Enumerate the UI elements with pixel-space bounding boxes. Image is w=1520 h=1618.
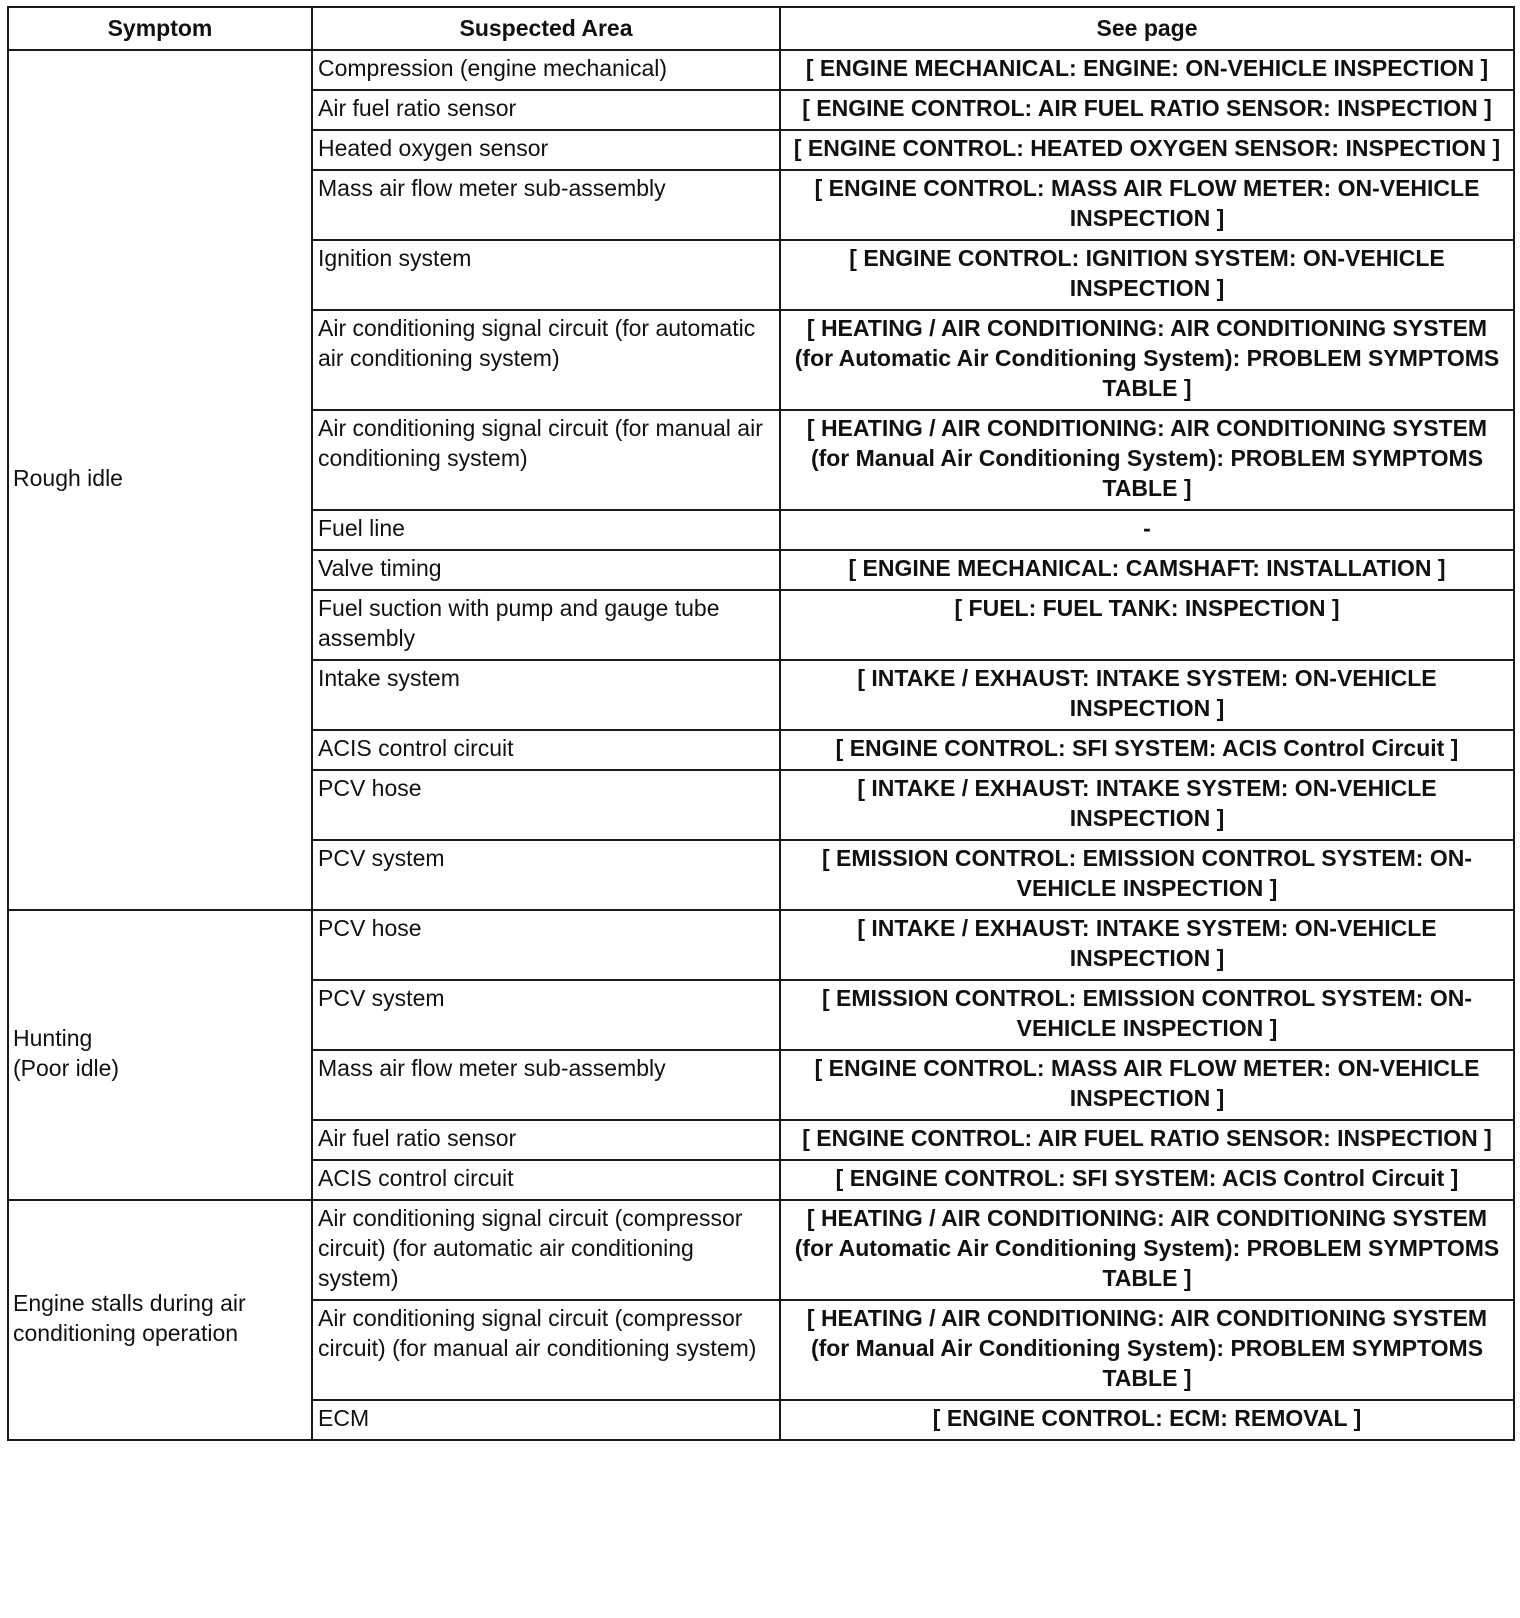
see-page-reference: [ ENGINE CONTROL: ECM: REMOVAL ] <box>780 1400 1514 1440</box>
symptom-text: Hunting <box>13 1025 93 1051</box>
see-page-reference: [ ENGINE CONTROL: SFI SYSTEM: ACIS Control Circuit ] <box>780 1160 1514 1200</box>
suspected-area-cell: ECM <box>312 1400 780 1440</box>
suspected-area-cell: PCV hose <box>312 770 780 840</box>
symptom-text: Rough idle <box>13 465 123 491</box>
see-page-reference: [ ENGINE CONTROL: AIR FUEL RATIO SENSOR: INSPECTION ] <box>780 1120 1514 1160</box>
suspected-area-cell: Heated oxygen sensor <box>312 130 780 170</box>
header-row <box>8 7 1514 50</box>
table-body <box>8 50 1514 1440</box>
see-page-reference: [ EMISSION CONTROL: EMISSION CONTROL SYSTEM: ON-VEHICLE INSPECTION ] <box>780 980 1514 1050</box>
suspected-area-cell: Fuel suction with pump and gauge tube assembly <box>312 590 780 660</box>
see-page-reference: [ ENGINE CONTROL: IGNITION SYSTEM: ON-VEHICLE INSPECTION ] <box>780 240 1514 310</box>
see-page-reference: [ INTAKE / EXHAUST: INTAKE SYSTEM: ON-VEHICLE INSPECTION ] <box>780 660 1514 730</box>
header-see-page: See page <box>780 7 1514 50</box>
see-page-reference: [ ENGINE CONTROL: HEATED OXYGEN SENSOR: INSPECTION ] <box>780 130 1514 170</box>
table-row <box>8 50 1514 90</box>
see-page-reference: [ INTAKE / EXHAUST: INTAKE SYSTEM: ON-VEHICLE INSPECTION ] <box>780 910 1514 980</box>
suspected-area-cell: Valve timing <box>312 550 780 590</box>
suspected-area-cell: Air fuel ratio sensor <box>312 1120 780 1160</box>
problem-symptoms-table <box>7 6 1515 1441</box>
suspected-area-cell: ACIS control circuit <box>312 1160 780 1200</box>
suspected-area-cell: Ignition system <box>312 240 780 310</box>
suspected-area-cell: ACIS control circuit <box>312 730 780 770</box>
symptom-cell <box>8 50 312 910</box>
see-page-reference: [ ENGINE CONTROL: SFI SYSTEM: ACIS Control Circuit ] <box>780 730 1514 770</box>
symptom-text: (Poor idle) <box>13 1055 120 1081</box>
see-page-reference: - <box>780 510 1514 550</box>
symptom-cell <box>8 1200 312 1440</box>
suspected-area-cell: Mass air flow meter sub-assembly <box>312 1050 780 1120</box>
suspected-area-cell: PCV system <box>312 840 780 910</box>
see-page-reference: [ HEATING / AIR CONDITIONING: AIR CONDITIONING SYSTEM (for Automatic Air Conditioning System): PROBLEM SYMPTOMS TABLE ] <box>780 1200 1514 1300</box>
table-row <box>8 1200 1514 1300</box>
symptom-cell <box>8 910 312 1200</box>
see-page-reference: [ EMISSION CONTROL: EMISSION CONTROL SYSTEM: ON-VEHICLE INSPECTION ] <box>780 840 1514 910</box>
see-page-reference: [ HEATING / AIR CONDITIONING: AIR CONDITIONING SYSTEM (for Manual Air Conditioning System): PROBLEM SYMPTOMS TABLE ] <box>780 1300 1514 1400</box>
see-page-reference: [ ENGINE MECHANICAL: ENGINE: ON-VEHICLE INSPECTION ] <box>780 50 1514 90</box>
suspected-area-cell: PCV hose <box>312 910 780 980</box>
suspected-area-cell: Compression (engine mechanical) <box>312 50 780 90</box>
table-row <box>8 910 1514 980</box>
see-page-reference: [ HEATING / AIR CONDITIONING: AIR CONDITIONING SYSTEM (for Automatic Air Conditioning System): PROBLEM SYMPTOMS TABLE ] <box>780 310 1514 410</box>
suspected-area-cell: Air conditioning signal circuit (compressor circuit) (for manual air conditioning system) <box>312 1300 780 1400</box>
see-page-reference: [ ENGINE CONTROL: MASS AIR FLOW METER: ON-VEHICLE INSPECTION ] <box>780 1050 1514 1120</box>
suspected-area-cell: PCV system <box>312 980 780 1050</box>
suspected-area-cell: Air conditioning signal circuit (for automatic air conditioning system) <box>312 310 780 410</box>
header-symptom: Symptom <box>8 7 312 50</box>
see-page-reference: [ ENGINE CONTROL: AIR FUEL RATIO SENSOR: INSPECTION ] <box>780 90 1514 130</box>
suspected-area-cell: Mass air flow meter sub-assembly <box>312 170 780 240</box>
suspected-area-cell: Air fuel ratio sensor <box>312 90 780 130</box>
see-page-reference: [ HEATING / AIR CONDITIONING: AIR CONDITIONING SYSTEM (for Manual Air Conditioning System): PROBLEM SYMPTOMS TABLE ] <box>780 410 1514 510</box>
see-page-reference: [ ENGINE CONTROL: MASS AIR FLOW METER: ON-VEHICLE INSPECTION ] <box>780 170 1514 240</box>
suspected-area-cell: Intake system <box>312 660 780 730</box>
header-suspected-area: Suspected Area <box>312 7 780 50</box>
suspected-area-cell: Air conditioning signal circuit (compressor circuit) (for automatic air conditioning system) <box>312 1200 780 1300</box>
see-page-reference: [ ENGINE MECHANICAL: CAMSHAFT: INSTALLATION ] <box>780 550 1514 590</box>
symptom-text: Engine stalls during air conditioning operation <box>13 1290 246 1346</box>
see-page-reference: [ FUEL: FUEL TANK: INSPECTION ] <box>780 590 1514 660</box>
see-page-reference: [ INTAKE / EXHAUST: INTAKE SYSTEM: ON-VEHICLE INSPECTION ] <box>780 770 1514 840</box>
suspected-area-cell: Air conditioning signal circuit (for manual air conditioning system) <box>312 410 780 510</box>
suspected-area-cell: Fuel line <box>312 510 780 550</box>
